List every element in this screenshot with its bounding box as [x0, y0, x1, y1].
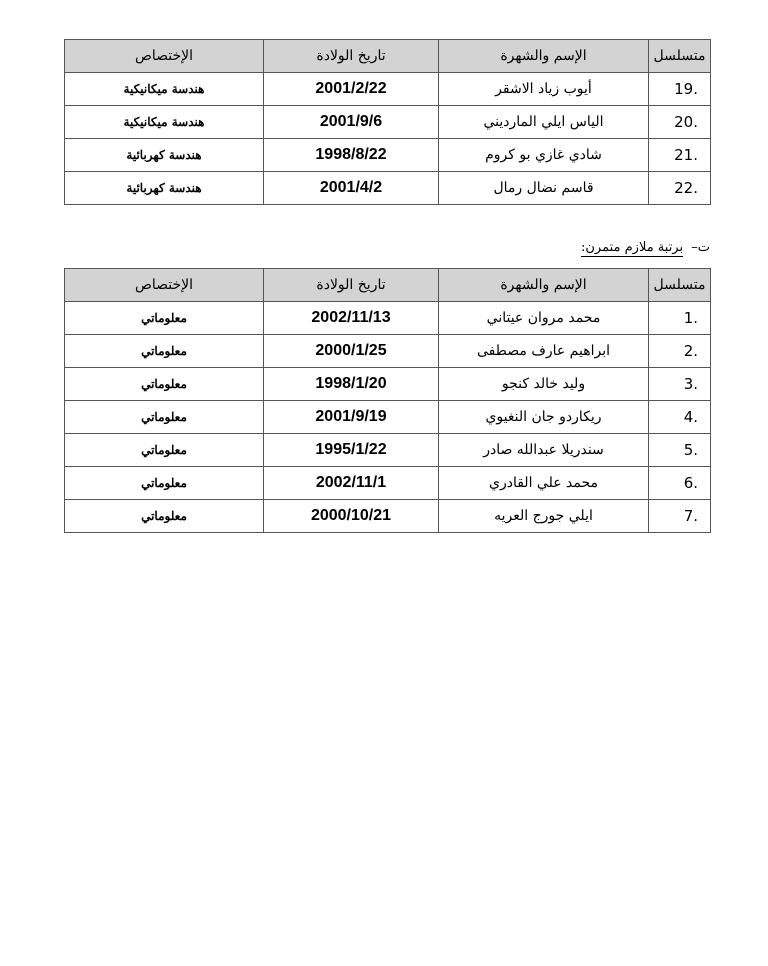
serial-cell: 1. [649, 302, 711, 335]
header-specialty: الإختصاص [65, 269, 264, 302]
serial-cell: 22. [649, 172, 711, 205]
serial-cell: 4. [649, 401, 711, 434]
table-row [65, 401, 711, 434]
name-cell: محمد مروان عيتاني [439, 302, 649, 335]
name-cell: شادي غازي بو كروم [439, 139, 649, 172]
specialty-cell: معلوماتي [65, 500, 264, 533]
birth-date-cell: 2001/9/6 [264, 106, 439, 139]
name-cell: قاسم نضال رمال [439, 172, 649, 205]
birth-date-cell: 1998/8/22 [264, 139, 439, 172]
birth-date-cell: 2000/1/25 [264, 335, 439, 368]
section-heading [581, 240, 710, 255]
name-cell: ريكاردو جان النغيوي [439, 401, 649, 434]
header-serial: متسلسل [649, 269, 711, 302]
header-name: الإسم والشهرة [439, 40, 649, 73]
birth-date-cell: 2002/11/13 [264, 302, 439, 335]
name-cell: الياس ايلي المارديني [439, 106, 649, 139]
specialty-cell: معلوماتي [65, 335, 264, 368]
birth-date-cell: 2001/9/19 [264, 401, 439, 434]
section-letter: ت– [691, 240, 710, 255]
specialty-cell: هندسة ميكانيكية [65, 106, 264, 139]
birth-date-cell: 1998/1/20 [264, 368, 439, 401]
header-birth-date: تاريخ الولادة [264, 269, 439, 302]
serial-cell: 21. [649, 139, 711, 172]
birth-date-cell: 2001/4/2 [264, 172, 439, 205]
name-cell: ابراهيم عارف مصطفى [439, 335, 649, 368]
name-cell: محمد علي القادري [439, 467, 649, 500]
header-serial: متسلسل [649, 40, 711, 73]
section-title: برتبة ملازم متمرن: [580, 240, 684, 255]
birth-date-cell: 2000/10/21 [264, 500, 439, 533]
name-cell: أيوب زياد الاشقر [439, 73, 649, 106]
specialty-cell: معلوماتي [65, 302, 264, 335]
birth-date-cell: 2002/11/1 [264, 467, 439, 500]
serial-cell: 19. [649, 73, 711, 106]
table-row [65, 172, 711, 205]
name-cell: سندريلا عبدالله صادر [439, 434, 649, 467]
serial-cell: 20. [649, 106, 711, 139]
header-name: الإسم والشهرة [439, 269, 649, 302]
serial-cell: 6. [649, 467, 711, 500]
serial-cell: 2. [649, 335, 711, 368]
serial-cell: 3. [649, 368, 711, 401]
specialty-cell: معلوماتي [65, 368, 264, 401]
table-row [65, 467, 711, 500]
header-specialty: الإختصاص [65, 40, 264, 73]
roster-table-1 [64, 39, 711, 205]
roster-table-2 [64, 268, 711, 533]
table-row [65, 368, 711, 401]
table-header-row [65, 269, 711, 302]
serial-cell: 7. [649, 500, 711, 533]
name-cell: وليد خالد كنجو [439, 368, 649, 401]
specialty-cell: هندسة كهربائية [65, 172, 264, 205]
table-row [65, 335, 711, 368]
birth-date-cell: 1995/1/22 [264, 434, 439, 467]
table-row [65, 106, 711, 139]
table-header-row [65, 40, 711, 73]
header-birth-date: تاريخ الولادة [264, 40, 439, 73]
serial-cell: 5. [649, 434, 711, 467]
name-cell: ايلي جورج العريه [439, 500, 649, 533]
specialty-cell: معلوماتي [65, 434, 264, 467]
table-row [65, 302, 711, 335]
table-row [65, 500, 711, 533]
specialty-cell: معلوماتي [65, 401, 264, 434]
table-row [65, 139, 711, 172]
specialty-cell: معلوماتي [65, 467, 264, 500]
specialty-cell: هندسة كهربائية [65, 139, 264, 172]
table-row [65, 73, 711, 106]
specialty-cell: هندسة ميكانيكية [65, 73, 264, 106]
birth-date-cell: 2001/2/22 [264, 73, 439, 106]
table-row [65, 434, 711, 467]
